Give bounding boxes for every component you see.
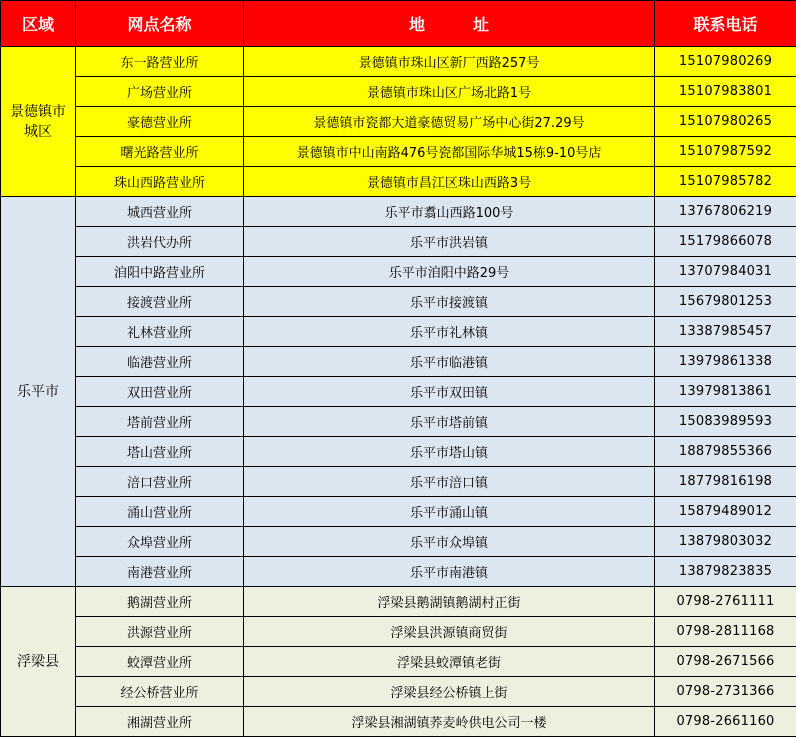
phone-cell: 18779816198 xyxy=(655,467,796,497)
address-cell: 浮梁县洪源镇商贸街 xyxy=(244,617,655,647)
address-cell: 乐平市众埠镇 xyxy=(244,527,655,557)
table-row xyxy=(1,227,796,257)
address-cell: 乐平市洪岩镇 xyxy=(244,227,655,257)
table-row xyxy=(1,137,796,167)
phone-cell: 0798-2731366 xyxy=(655,677,796,707)
branch-name-cell: 珠山西路营业所 xyxy=(76,167,244,197)
phone-cell: 13387985457 xyxy=(655,317,796,347)
phone-cell: 0798-2671566 xyxy=(655,647,796,677)
branch-name-cell: 曙光路营业所 xyxy=(76,137,244,167)
address-cell: 乐平市涪口镇 xyxy=(244,467,655,497)
table-row xyxy=(1,677,796,707)
branch-name-cell: 南港营业所 xyxy=(76,557,244,587)
phone-cell: 15107985782 xyxy=(655,167,796,197)
branch-name-cell: 湘湖营业所 xyxy=(76,707,244,737)
table-row xyxy=(1,707,796,737)
phone-cell: 13979861338 xyxy=(655,347,796,377)
header-address: 地 址 xyxy=(244,1,655,47)
phone-cell: 15107980265 xyxy=(655,107,796,137)
address-cell: 乐平市接渡镇 xyxy=(244,287,655,317)
table-row xyxy=(1,347,796,377)
table-row xyxy=(1,47,796,77)
branch-name-cell: 城西营业所 xyxy=(76,197,244,227)
phone-cell: 13707984031 xyxy=(655,257,796,287)
header-phone: 联系电话 xyxy=(655,1,796,47)
address-cell: 乐平市翥山西路100号 xyxy=(244,197,655,227)
branch-name-cell: 双田营业所 xyxy=(76,377,244,407)
table-row xyxy=(1,107,796,137)
table-row xyxy=(1,77,796,107)
table-row xyxy=(1,317,796,347)
address-cell: 景德镇市昌江区珠山西路3号 xyxy=(244,167,655,197)
address-cell: 浮梁县经公桥镇上街 xyxy=(244,677,655,707)
header-branch: 网点名称 xyxy=(76,1,244,47)
header-row xyxy=(1,1,796,47)
table-row xyxy=(1,287,796,317)
table-row xyxy=(1,377,796,407)
address-cell: 乐平市礼林镇 xyxy=(244,317,655,347)
region-cell: 浮梁县 xyxy=(1,587,76,737)
address-cell: 乐平市塔山镇 xyxy=(244,437,655,467)
phone-cell: 15179866078 xyxy=(655,227,796,257)
phone-cell: 18879855366 xyxy=(655,437,796,467)
phone-cell: 15107987592 xyxy=(655,137,796,167)
phone-cell: 15679801253 xyxy=(655,287,796,317)
phone-cell: 0798-2761111 xyxy=(655,587,796,617)
address-cell: 景德镇市中山南路476号瓷都国际华城15栋9-10号店 xyxy=(244,137,655,167)
address-cell: 景德镇市珠山区新厂西路257号 xyxy=(244,47,655,77)
phone-cell: 13879823835 xyxy=(655,557,796,587)
address-cell: 乐平市洎阳中路29号 xyxy=(244,257,655,287)
address-cell: 乐平市临港镇 xyxy=(244,347,655,377)
header-region: 区域 xyxy=(1,1,76,47)
table-row xyxy=(1,467,796,497)
branch-name-cell: 接渡营业所 xyxy=(76,287,244,317)
branch-name-cell: 临港营业所 xyxy=(76,347,244,377)
branch-name-cell: 东一路营业所 xyxy=(76,47,244,77)
phone-cell: 13767806219 xyxy=(655,197,796,227)
branch-name-cell: 洎阳中路营业所 xyxy=(76,257,244,287)
address-cell: 景德镇市瓷都大道豪德贸易广场中心街27.29号 xyxy=(244,107,655,137)
branch-name-cell: 涪口营业所 xyxy=(76,467,244,497)
branch-name-cell: 塔山营业所 xyxy=(76,437,244,467)
region-cell: 景德镇市城区 xyxy=(1,47,76,197)
table-row xyxy=(1,197,796,227)
address-cell: 乐平市双田镇 xyxy=(244,377,655,407)
address-cell: 乐平市塔前镇 xyxy=(244,407,655,437)
phone-cell: 15107980269 xyxy=(655,47,796,77)
table-row xyxy=(1,257,796,287)
address-cell: 浮梁县蛟潭镇老街 xyxy=(244,647,655,677)
branch-name-cell: 礼林营业所 xyxy=(76,317,244,347)
branch-name-cell: 豪德营业所 xyxy=(76,107,244,137)
branch-name-cell: 广场营业所 xyxy=(76,77,244,107)
branch-name-cell: 经公桥营业所 xyxy=(76,677,244,707)
address-cell: 乐平市涌山镇 xyxy=(244,497,655,527)
phone-cell: 13979813861 xyxy=(655,377,796,407)
branch-name-cell: 涌山营业所 xyxy=(76,497,244,527)
address-cell: 浮梁县鹅湖镇鹅湖村正街 xyxy=(244,587,655,617)
phone-cell: 15083989593 xyxy=(655,407,796,437)
phone-cell: 15879489012 xyxy=(655,497,796,527)
table-row xyxy=(1,167,796,197)
table-row xyxy=(1,557,796,587)
table-row xyxy=(1,587,796,617)
table-row xyxy=(1,527,796,557)
branch-name-cell: 洪源营业所 xyxy=(76,617,244,647)
phone-cell: 0798-2811168 xyxy=(655,617,796,647)
phone-cell: 15107983801 xyxy=(655,77,796,107)
phone-cell: 13879803032 xyxy=(655,527,796,557)
branch-name-cell: 众埠营业所 xyxy=(76,527,244,557)
table-row xyxy=(1,617,796,647)
phone-cell: 0798-2661160 xyxy=(655,707,796,737)
address-cell: 乐平市南港镇 xyxy=(244,557,655,587)
table-row xyxy=(1,497,796,527)
table-row xyxy=(1,407,796,437)
branch-name-cell: 洪岩代办所 xyxy=(76,227,244,257)
region-cell: 乐平市 xyxy=(1,197,76,587)
address-cell: 浮梁县湘湖镇荞麦岭供电公司一楼 xyxy=(244,707,655,737)
branch-name-cell: 蛟潭营业所 xyxy=(76,647,244,677)
table-row xyxy=(1,437,796,467)
table-row xyxy=(1,647,796,677)
branch-name-cell: 塔前营业所 xyxy=(76,407,244,437)
address-cell: 景德镇市珠山区广场北路1号 xyxy=(244,77,655,107)
branch-name-cell: 鹅湖营业所 xyxy=(76,587,244,617)
table-body xyxy=(1,47,796,737)
